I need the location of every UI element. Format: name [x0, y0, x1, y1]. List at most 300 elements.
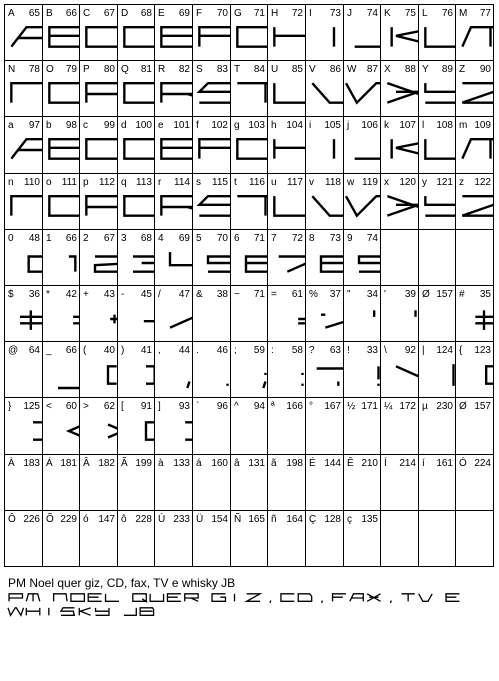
pangram-caption: PM Noel quer giz, CD, fax, TV e whisky JB [8, 576, 236, 590]
glyph-stroke [312, 83, 343, 103]
glyph-sample [308, 25, 343, 51]
char-label [309, 7, 341, 20]
char-cell [155, 5, 192, 60]
char-code: 117 [287, 177, 303, 188]
char-cell [231, 342, 267, 397]
char-label [347, 63, 378, 76]
char-label [234, 288, 265, 301]
char-label [234, 457, 265, 470]
char-code: 67 [103, 233, 115, 244]
char-cell [193, 117, 230, 173]
char-cell [231, 5, 267, 60]
glyph-sample [7, 306, 42, 332]
char-symbol: ô [121, 514, 127, 525]
char-symbol: 7 [271, 233, 277, 244]
char-cell [193, 455, 230, 510]
char-cell [456, 174, 493, 229]
sample-glyph-stroke [54, 594, 67, 601]
sample-glyph [185, 594, 198, 601]
char-label [309, 63, 341, 76]
char-symbol: * [46, 289, 50, 300]
glyph-sample [7, 194, 42, 220]
sample-glyph-stroke [333, 594, 346, 601]
glyph-stroke [161, 83, 192, 103]
char-cell [80, 342, 117, 397]
sample-glyph [26, 608, 39, 615]
char-label [459, 63, 491, 76]
char-label [384, 344, 416, 357]
sample-glyph [298, 594, 311, 601]
char-code: 78 [28, 64, 40, 75]
char-code: 48 [28, 233, 40, 244]
char-code: 87 [366, 64, 378, 75]
char-cell [306, 286, 343, 341]
char-code: 94 [253, 401, 265, 412]
char-cell [43, 5, 79, 60]
char-cell [344, 5, 380, 60]
glyph-sample [458, 362, 493, 388]
char-code: 82 [178, 64, 190, 75]
char-cell [381, 342, 418, 397]
char-cell [231, 174, 267, 229]
char-cell [268, 230, 305, 285]
char-symbol: D [121, 8, 129, 19]
glyph-stroke [355, 27, 380, 46]
glyph-sample [120, 306, 154, 332]
glyph-stroke [208, 257, 230, 272]
glyph-sample [7, 418, 42, 444]
char-code: 89 [441, 64, 453, 75]
char-symbol: > [83, 401, 89, 412]
glyph-stroke [462, 83, 493, 103]
char-symbol: C [83, 8, 91, 19]
char-symbol: ã [271, 458, 277, 469]
glyph-sample [346, 250, 380, 276]
glyph-stroke [274, 196, 305, 216]
char-cell [456, 61, 493, 116]
char-label [83, 288, 115, 301]
sample-glyph-stroke [247, 594, 260, 601]
char-cell [43, 455, 79, 510]
char-cell [268, 174, 305, 229]
glyph-sample [157, 25, 192, 51]
glyph-stroke [425, 27, 455, 46]
char-label [234, 513, 265, 526]
char-cell [5, 286, 42, 341]
glyph-stroke [11, 27, 42, 46]
char-cell [80, 174, 117, 229]
char-code: 97 [28, 120, 40, 131]
glyph-sample [346, 137, 380, 163]
char-symbol: c [83, 120, 88, 131]
char-label [309, 119, 341, 132]
char-cell [456, 398, 493, 454]
glyph-stroke [355, 139, 380, 159]
sample-glyph [133, 594, 147, 602]
char-label [46, 7, 77, 20]
char-code: 60 [65, 401, 77, 412]
glyph-sample [120, 250, 154, 276]
char-cell [43, 398, 79, 454]
char-code: 34 [366, 289, 378, 300]
char-label [271, 7, 303, 20]
char-code: 38 [216, 289, 228, 300]
char-code: 182 [98, 458, 115, 469]
glyph-sample [82, 306, 117, 332]
char-code: 229 [60, 514, 77, 525]
char-label [271, 457, 303, 470]
char-symbol: \ [384, 345, 387, 356]
char-label [121, 119, 152, 132]
char-code: 107 [399, 120, 416, 131]
char-label [459, 176, 491, 189]
char-code: 183 [23, 458, 40, 469]
char-symbol: = [271, 289, 277, 300]
glyph-stroke [237, 83, 267, 103]
char-cell [80, 61, 117, 116]
char-cell [456, 5, 493, 60]
char-code: 214 [399, 458, 416, 469]
char-symbol: p [83, 177, 89, 188]
sample-glyph-stroke [281, 594, 294, 601]
char-cell [456, 342, 493, 397]
char-cell [419, 61, 455, 116]
char-symbol: Ø [459, 401, 467, 412]
char-code: 72 [291, 233, 303, 244]
char-label [8, 119, 40, 132]
char-cell [306, 455, 343, 510]
char-cell [80, 455, 117, 510]
glyph-stroke [49, 196, 79, 216]
char-label [83, 176, 115, 189]
char-cell [193, 286, 230, 341]
char-symbol: ' [384, 289, 386, 300]
char-code: 88 [404, 64, 416, 75]
char-symbol: Ñ [234, 514, 242, 525]
glyph-sample [157, 81, 192, 107]
glyph-stroke [69, 425, 79, 438]
char-symbol: Ø [422, 289, 430, 300]
char-label [347, 176, 378, 189]
char-code: 120 [399, 177, 416, 188]
sample-glyph [419, 594, 432, 601]
glyph-stroke [392, 139, 418, 159]
glyph-sample [421, 194, 455, 220]
glyph-sample [346, 362, 380, 388]
glyph-sample [308, 250, 343, 276]
glyph-stroke [187, 382, 189, 389]
glyph-sample [458, 194, 493, 220]
char-symbol: ` [196, 401, 200, 412]
glyph-stroke [274, 83, 305, 103]
char-code: 68 [140, 8, 152, 19]
char-label [384, 176, 416, 189]
char-cell [231, 286, 267, 341]
char-label [422, 63, 453, 76]
glyph-stroke [237, 196, 267, 216]
sample-glyph [150, 594, 163, 601]
sample-glyph-stroke [88, 594, 101, 601]
char-cell [155, 342, 192, 397]
char-cell [5, 398, 42, 454]
glyph-sample [346, 81, 380, 107]
char-cell [80, 286, 117, 341]
char-label [46, 119, 77, 132]
glyph-sample [270, 250, 305, 276]
char-label [422, 288, 453, 301]
char-code: 116 [249, 177, 265, 188]
char-cell [193, 398, 230, 454]
char-code: 46 [216, 345, 228, 356]
glyph-stroke [346, 196, 380, 216]
glyph-stroke [359, 257, 380, 272]
char-symbol: Ê [347, 458, 354, 469]
sample-glyph [350, 594, 363, 601]
char-label [422, 176, 453, 189]
char-label [158, 288, 190, 301]
glyph-sample [45, 194, 79, 220]
char-label [422, 457, 453, 470]
char-symbol: 8 [309, 233, 315, 244]
glyph-stroke [199, 196, 230, 216]
char-symbol: " [347, 289, 351, 300]
glyph-sample [383, 194, 418, 220]
glyph-sample [120, 194, 154, 220]
char-cell [381, 61, 418, 116]
char-label [234, 232, 265, 245]
char-label [196, 400, 228, 413]
sample-glyph-stroke [419, 594, 432, 601]
char-code: 131 [248, 458, 265, 469]
glyph-sample [82, 137, 117, 163]
char-cell [155, 398, 192, 454]
char-label [121, 513, 152, 526]
char-label [46, 400, 77, 413]
glyph-sample [421, 81, 455, 107]
char-code: 84 [253, 64, 265, 75]
char-label [121, 63, 152, 76]
char-label [384, 63, 416, 76]
char-label [309, 400, 341, 413]
glyph-sample [233, 194, 267, 220]
char-cell [5, 5, 42, 60]
char-symbol: ? [309, 345, 315, 356]
char-label [271, 513, 303, 526]
char-cell [5, 117, 42, 173]
char-label [234, 7, 265, 20]
glyph-sample [120, 362, 154, 388]
char-label [46, 513, 77, 526]
char-symbol: d [121, 120, 127, 131]
char-cell [268, 286, 305, 341]
char-cell [118, 286, 154, 341]
glyph-stroke [263, 373, 265, 388]
char-symbol: b [46, 120, 52, 131]
char-code: 47 [178, 289, 190, 300]
char-cell [155, 230, 192, 285]
char-code: 147 [98, 514, 115, 525]
char-code: 113 [136, 177, 152, 188]
char-label [196, 288, 228, 301]
char-code: 198 [286, 458, 303, 469]
char-code: 112 [99, 177, 115, 188]
sample-glyph [106, 594, 119, 601]
char-code: 62 [103, 401, 115, 412]
glyph-sample [45, 25, 79, 51]
glyph-sample [270, 194, 305, 220]
glyph-sample [7, 250, 42, 276]
char-cell [456, 117, 493, 173]
glyph-sample [346, 194, 380, 220]
glyph-stroke [95, 257, 117, 272]
char-label [46, 344, 77, 357]
char-symbol: / [158, 289, 161, 300]
char-label [271, 232, 303, 245]
char-code: 228 [135, 514, 152, 525]
char-label [422, 7, 453, 20]
char-cell [80, 230, 117, 285]
sample-glyph [9, 594, 22, 601]
char-label [234, 344, 265, 357]
char-symbol: % [309, 289, 318, 300]
glyph-stroke [161, 139, 192, 159]
char-cell [155, 174, 192, 229]
sample-glyph [96, 608, 109, 615]
char-code: 181 [60, 458, 77, 469]
char-label [158, 7, 190, 20]
char-symbol: h [271, 120, 277, 131]
char-symbol: : [271, 345, 274, 356]
sample-glyph-stroke [446, 594, 459, 601]
char-code: 61 [291, 289, 303, 300]
char-cell [193, 61, 230, 116]
glyph-sample [45, 362, 79, 388]
char-code: 76 [441, 8, 453, 19]
char-symbol: L [422, 8, 428, 19]
glyph-stroke [161, 27, 192, 46]
char-code: 45 [140, 289, 152, 300]
char-label [459, 7, 491, 20]
glyph-sample [195, 81, 230, 107]
glyph-stroke [146, 422, 154, 439]
char-code: 86 [329, 64, 341, 75]
char-symbol: $ [8, 289, 14, 300]
char-label [83, 400, 115, 413]
glyph-sample [82, 362, 117, 388]
char-cell [155, 117, 192, 173]
glyph-sample [458, 306, 493, 332]
char-symbol: ; [234, 345, 237, 356]
char-label [422, 119, 453, 132]
char-code: 154 [211, 514, 228, 525]
char-symbol: P [83, 64, 90, 75]
glyph-sample [270, 137, 305, 163]
char-code: 122 [474, 177, 491, 188]
char-cell [306, 117, 343, 173]
char-code: 69 [178, 233, 190, 244]
char-symbol: ñ [271, 514, 277, 525]
char-code: 41 [140, 345, 152, 356]
sample-glyph [367, 594, 380, 601]
char-symbol: | [422, 345, 425, 356]
glyph-sample [45, 306, 79, 332]
char-code: 104 [286, 120, 303, 131]
glyph-stroke [108, 366, 117, 383]
glyph-sample [157, 250, 192, 276]
char-code: 81 [140, 64, 152, 75]
glyph-stroke [321, 315, 343, 328]
char-symbol: i [309, 120, 312, 131]
char-symbol: Z [459, 64, 466, 75]
char-cell [43, 174, 79, 229]
char-symbol: Ü [196, 514, 204, 525]
char-label [8, 7, 40, 20]
char-code: 80 [103, 64, 115, 75]
sample-glyph [54, 594, 67, 601]
char-cell [80, 5, 117, 60]
char-symbol: [ [121, 401, 124, 412]
char-label [83, 7, 115, 20]
sample-glyph [391, 600, 392, 602]
char-code: 166 [286, 401, 303, 412]
glyph-stroke [86, 27, 117, 46]
sample-glyph-stroke [391, 600, 392, 602]
glyph-sample [233, 137, 267, 163]
char-code: 96 [216, 401, 228, 412]
char-symbol: ^ [234, 401, 239, 412]
char-label [46, 288, 77, 301]
char-code: 92 [404, 345, 416, 356]
sample-glyph-stroke [26, 594, 39, 601]
char-code: 161 [436, 458, 453, 469]
char-cell [193, 230, 230, 285]
glyph-stroke [462, 139, 493, 159]
char-label [121, 232, 152, 245]
char-code: 111 [61, 177, 77, 188]
char-code: 33 [366, 345, 378, 356]
glyph-sample [458, 137, 493, 163]
char-symbol: í [422, 458, 425, 469]
char-cell [344, 455, 380, 510]
glyph-stroke [49, 83, 79, 103]
glyph-stroke [374, 310, 380, 317]
char-code: 66 [65, 8, 77, 19]
char-cell [268, 117, 305, 173]
char-symbol: ° [309, 401, 313, 412]
char-cell [268, 398, 305, 454]
char-symbol: N [8, 64, 16, 75]
char-symbol: Õ [46, 514, 54, 525]
char-code: 44 [178, 345, 190, 356]
glyph-sample [308, 194, 343, 220]
glyph-sample [458, 25, 493, 51]
sample-glyph-stroke [367, 594, 380, 601]
char-label [347, 232, 378, 245]
glyph-sample [195, 137, 230, 163]
char-cell [419, 398, 455, 454]
glyph-sample [82, 81, 117, 107]
char-symbol: & [196, 289, 203, 300]
char-symbol: Ã [121, 458, 128, 469]
char-label [83, 344, 115, 357]
char-cell [155, 61, 192, 116]
glyph-sample [45, 81, 79, 107]
char-symbol: 0 [8, 233, 14, 244]
glyph-sample [157, 306, 192, 332]
char-cell [118, 5, 154, 60]
char-symbol: Í [384, 458, 387, 469]
char-cell [231, 455, 267, 510]
